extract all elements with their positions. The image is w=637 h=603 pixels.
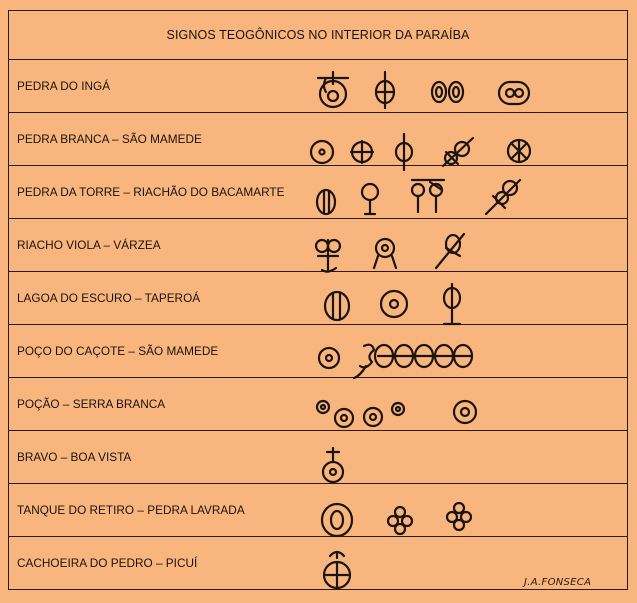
site-name: PEDRA DO INGÁ (9, 60, 628, 113)
site-name: CACHOEIRA DO PEDRO – PICUÍ (9, 537, 628, 590)
table-title: SIGNOS TEOGÔNICOS NO INTERIOR DA PARAÍBA (9, 11, 628, 60)
sign-branca-3-icon (396, 134, 412, 170)
sign-branca-1-icon (311, 141, 333, 163)
site-name: POÇÃO – SERRA BRANCA (9, 378, 628, 431)
author-signature: J.A.FONSECA (524, 577, 592, 588)
sign-escuro-1-icon (325, 292, 349, 320)
sign-cacote-1-icon (319, 348, 339, 368)
sign-branca-5-icon (508, 140, 530, 162)
site-name: PEDRA BRANCA – SÃO MAMEDE (9, 113, 628, 166)
sign-retiro-1-icon (322, 504, 352, 536)
sign-retiro-2-icon (388, 507, 412, 534)
sign-pocao-2-icon (454, 401, 476, 423)
sign-torre-1-icon (317, 190, 335, 214)
sign-viola-1-icon (316, 240, 340, 272)
sign-torre-3-icon (412, 180, 444, 212)
site-name: TANQUE DO RETIRO – PEDRA LAVRADA (9, 484, 628, 537)
sign-branca-2-icon (351, 141, 373, 163)
sign-pocao-1-icon (317, 401, 404, 427)
site-name: BRAVO – BOA VISTA (9, 431, 628, 484)
sign-picui-icon (324, 552, 350, 588)
sign-cacote-2-icon (354, 345, 472, 378)
site-name: RIACHO VIOLA – VÁRZEA (9, 219, 628, 272)
site-name: POÇO DO CAÇOTE – SÃO MAMEDE (9, 325, 628, 378)
sign-retiro-3-icon (447, 503, 471, 530)
sign-bravo-icon (323, 448, 343, 482)
sign-torre-2-icon (362, 184, 378, 214)
sign-escuro-2-icon (381, 291, 407, 317)
sign-inga-3-icon (432, 82, 463, 102)
sign-inga-2-icon (376, 72, 394, 108)
site-name: PEDRA DA TORRE – RIACHÃO DO BACAMARTE (9, 166, 628, 219)
site-name: LAGOA DO ESCURO – TAPEROÁ (9, 272, 628, 325)
sign-torre-4-icon (486, 180, 520, 214)
sign-inga-4-icon (499, 82, 529, 104)
sign-viola-2-icon (374, 239, 396, 268)
sign-inga-1-icon (318, 72, 348, 107)
sign-branca-4-icon (443, 138, 473, 166)
sign-escuro-3-icon (444, 284, 460, 324)
sign-viola-3-icon (436, 234, 464, 268)
